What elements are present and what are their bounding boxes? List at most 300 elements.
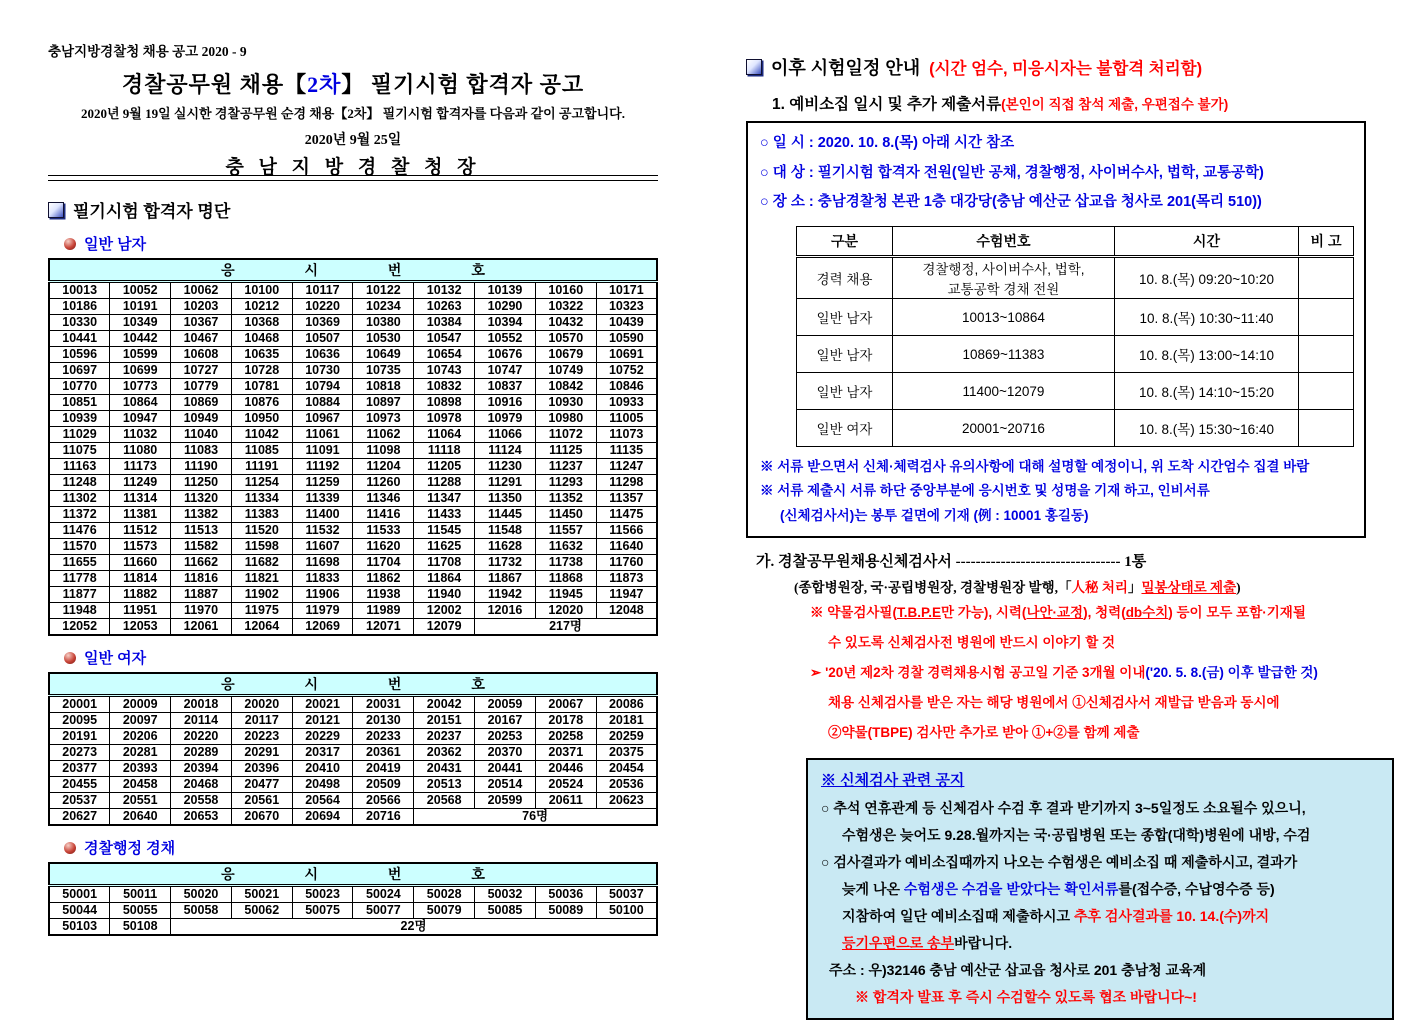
exam-number-cell: 11350 [475, 491, 536, 507]
exam-number-cell: 11979 [292, 603, 353, 619]
exam-number-cell: 11445 [475, 507, 536, 523]
exam-number-cell: 10122 [353, 282, 414, 299]
roster-row [49, 523, 657, 539]
exam-number-cell: 12048 [596, 603, 657, 619]
exam-number-cell: 10730 [292, 363, 353, 379]
exam-number-cell: 11566 [596, 523, 657, 539]
exam-number-cell: 11942 [475, 587, 536, 603]
exam-number-cell: 11433 [414, 507, 475, 523]
exam-number-cell: 50021 [231, 886, 292, 903]
exam-number-cell: 20454 [596, 761, 657, 777]
exam-number-cell: 10884 [292, 395, 353, 411]
exam-number-cell: 20446 [535, 761, 596, 777]
exam-number-cell: 20599 [475, 793, 536, 809]
schedule-numbers-cell: 10869~11383 [892, 336, 1114, 373]
exam-number-cell: 11607 [292, 539, 353, 555]
exam-number-cell: 11314 [110, 491, 171, 507]
exam-number-cell: 11029 [49, 427, 110, 443]
signer-line [48, 152, 658, 184]
exam-number-cell: 20477 [231, 777, 292, 793]
exam-number-cell: 11940 [414, 587, 475, 603]
exam-number-cell: 20151 [414, 713, 475, 729]
exam-number-cell: 10547 [414, 331, 475, 347]
exam-number-cell: 20653 [171, 809, 232, 826]
exam-number-cell: 11640 [596, 539, 657, 555]
exam-number-cell: 10832 [414, 379, 475, 395]
exam-number-cell: 11732 [475, 555, 536, 571]
exam-number-cell: 11906 [292, 587, 353, 603]
title-post: 】 필기시험 합격자 공고 [341, 72, 585, 97]
roster-header: 응 시 번 호 [49, 863, 657, 886]
exam-number-cell: 10384 [414, 315, 475, 331]
exam-number-cell: 11975 [231, 603, 292, 619]
exam-number-cell: 11877 [49, 587, 110, 603]
exam-number-cell: 20458 [110, 777, 171, 793]
roster-row [49, 696, 657, 713]
exam-number-cell: 20536 [596, 777, 657, 793]
exam-number-cell: 11191 [231, 459, 292, 475]
exam-number-cell: 11302 [49, 491, 110, 507]
schedule-time-cell: 10. 8.(목) 14:10~15:20 [1114, 373, 1298, 410]
exam-number-cell: 20716 [353, 809, 414, 826]
exam-number-cell: 10552 [475, 331, 536, 347]
roster-row [49, 761, 657, 777]
exam-number-cell: 11352 [535, 491, 596, 507]
exam-number-cell: 11738 [535, 555, 596, 571]
exam-number-cell: 20031 [353, 696, 414, 713]
exam-number-cell: 20640 [110, 809, 171, 826]
exam-number-cell: 10876 [231, 395, 292, 411]
roster-row [49, 443, 657, 459]
notice-p1-line1: ○ 추석 연휴관계 등 신체검사 수검 후 결과 받기까지 3~5일정도 소요될수 있으니, [821, 800, 1306, 817]
exam-number-cell: 10864 [110, 395, 171, 411]
exam-number-cell: 11254 [231, 475, 292, 491]
exam-number-cell: 11760 [596, 555, 657, 571]
doc-number: 충남지방경찰청 채용 공고 2020 - 9 [48, 44, 247, 59]
exam-number-cell: 11628 [475, 539, 536, 555]
exam-number-cell: 20281 [110, 745, 171, 761]
exam-number-cell: 11698 [292, 555, 353, 571]
exam-number-cell: 10160 [535, 282, 596, 299]
exam-number-cell: 11625 [414, 539, 475, 555]
roster-count-cell: 217명 [475, 619, 657, 636]
exam-number-cell: 10234 [353, 299, 414, 315]
exam-number-cell: 10013 [49, 282, 110, 299]
exam-number-cell: 20229 [292, 729, 353, 745]
exam-number-cell: 11334 [231, 491, 292, 507]
exam-number-cell: 11118 [414, 443, 475, 459]
bullet-sphere-icon [64, 652, 76, 664]
exam-number-cell: 10781 [231, 379, 292, 395]
roster-row [49, 395, 657, 411]
assembly-place-line: ○ 장 소 : 충남경찰청 본관 1층 대강당(충남 예산군 삽교읍 청사로 201(목리 510)) [760, 194, 1262, 211]
exam-number-cell: 10727 [171, 363, 232, 379]
exam-number-cell: 11573 [110, 539, 171, 555]
exam-number-cell: 10442 [110, 331, 171, 347]
exam-number-cell: 10132 [414, 282, 475, 299]
exam-number-cell: 11862 [353, 571, 414, 587]
exam-number-cell: 20001 [49, 696, 110, 713]
schedule-time-cell: 10. 8.(목) 10:30~11:40 [1114, 299, 1298, 336]
exam-number-cell: 10599 [110, 347, 171, 363]
exam-number-cell: 10468 [231, 331, 292, 347]
exam-number-cell: 11372 [49, 507, 110, 523]
exam-number-cell: 20558 [171, 793, 232, 809]
exam-number-cell: 11135 [596, 443, 657, 459]
roster-count-cell: 22명 [171, 919, 657, 936]
bullet-sphere-icon [64, 842, 76, 854]
roster-row [49, 587, 657, 603]
schedule-note-cell [1299, 410, 1354, 447]
exam-number-cell: 11230 [475, 459, 536, 475]
exam-number-cell: 10898 [414, 395, 475, 411]
exam-number-cell: 10349 [110, 315, 171, 331]
exam-number-cell: 20509 [353, 777, 414, 793]
exam-number-cell: 10380 [353, 315, 414, 331]
exam-number-cell: 20220 [171, 729, 232, 745]
notice-box-title: ※ 신체검사 관련 공지 [821, 771, 965, 789]
exam-number-cell: 20191 [49, 729, 110, 745]
schedule-category-cell: 경력 채용 [797, 257, 893, 299]
exam-number-cell: 10432 [535, 315, 596, 331]
exam-number-cell: 10530 [353, 331, 414, 347]
assembly-note-1: ※ 서류 받으면서 신체·체력검사 유의사항에 대해 설명할 예정이니, 위 도착 시간엄수 집결 바람 [760, 459, 1310, 475]
exam-number-cell: 11072 [535, 427, 596, 443]
roster-row [49, 347, 657, 363]
schedule-col-numbers: 수험번호 [892, 227, 1114, 257]
exam-number-cell: 20419 [353, 761, 414, 777]
schedule-col-note: 비 고 [1299, 227, 1354, 257]
roster-final-row [49, 619, 657, 636]
exam-number-cell: 20206 [110, 729, 171, 745]
schedule-numbers-cell: 경찰행정, 사이버수사, 법학, 교통공학 경채 전원 [892, 257, 1114, 299]
exam-number-cell: 50058 [171, 903, 232, 919]
exam-number-cell: 11868 [535, 571, 596, 587]
medical-form-issuer: (종합병원장, 국·공립병원장, 경찰병원장 발행,「人秘 처리」밀봉상태로 제출) [794, 580, 1241, 596]
exam-number-cell: 20121 [292, 713, 353, 729]
roster-table-female [48, 672, 658, 826]
exam-number-cell: 20670 [231, 809, 292, 826]
exam-number-cell: 20393 [110, 761, 171, 777]
exam-number-cell: 10100 [231, 282, 292, 299]
exam-number-cell: 11947 [596, 587, 657, 603]
exam-number-cell: 20623 [596, 793, 657, 809]
exam-number-cell: 20095 [49, 713, 110, 729]
exam-number-cell: 20441 [475, 761, 536, 777]
schedule-note-cell [1299, 257, 1354, 299]
exam-number-cell: 11989 [353, 603, 414, 619]
exam-number-cell: 20371 [535, 745, 596, 761]
exam-number-cell: 11582 [171, 539, 232, 555]
exam-number-cell: 11250 [171, 475, 232, 491]
exam-number-cell: 11476 [49, 523, 110, 539]
exam-number-cell: 11632 [535, 539, 596, 555]
roster-row [49, 282, 657, 299]
schedule-numbers-cell: 10013~10864 [892, 299, 1114, 336]
exam-number-cell: 11204 [353, 459, 414, 475]
exam-number-cell: 10203 [171, 299, 232, 315]
announcement-date: 2020년 9월 25일 [304, 133, 402, 148]
next-schedule-warning: (시간 엄수, 미응시자는 불합격 처리함) [929, 60, 1203, 78]
roster-row [49, 363, 657, 379]
exam-number-cell: 11475 [596, 507, 657, 523]
exam-number-cell: 10679 [535, 347, 596, 363]
exam-number-cell: 50037 [596, 886, 657, 903]
assembly-date-line: ○ 일 시 : 2020. 10. 8.(목) 아래 시간 참조 [760, 135, 1015, 151]
group-female-label: 일반 여자 [84, 650, 147, 667]
medical-form-section [756, 550, 1398, 746]
exam-number-cell: 20237 [414, 729, 475, 745]
roster-row [49, 571, 657, 587]
exam-number-cell: 20431 [414, 761, 475, 777]
exam-number-cell: 20178 [535, 713, 596, 729]
exam-number-cell: 50024 [353, 886, 414, 903]
assembly-info-box [746, 121, 1366, 538]
exam-number-cell: 20291 [231, 745, 292, 761]
next-schedule-title: 이후 시험일정 안내 [771, 58, 921, 78]
exam-number-cell: 10851 [49, 395, 110, 411]
exam-number-cell: 10441 [49, 331, 110, 347]
exam-number-cell: 12053 [110, 619, 171, 636]
exam-number-cell: 11814 [110, 571, 171, 587]
document-square-icon [48, 202, 64, 218]
exam-number-cell: 10636 [292, 347, 353, 363]
exam-number-cell: 10369 [292, 315, 353, 331]
exam-number-cell: 11062 [353, 427, 414, 443]
exam-number-cell: 11708 [414, 555, 475, 571]
bullet-sphere-icon [64, 238, 76, 250]
schedule-time-cell: 10. 8.(목) 09:20~10:20 [1114, 257, 1298, 299]
notice-p1-line2: 수험생은 늦어도 9.28.월까지는 국·공립병원 또는 종합(대학)병원에 내방, 수검 [842, 827, 1311, 844]
exam-number-cell: 10842 [535, 379, 596, 395]
exam-number-cell: 10967 [292, 411, 353, 427]
exam-number-cell: 10735 [353, 363, 414, 379]
exam-number-cell: 20130 [353, 713, 414, 729]
exam-number-cell: 20181 [596, 713, 657, 729]
exam-number-cell: 11513 [171, 523, 232, 539]
exam-number-cell: 10220 [292, 299, 353, 315]
exam-number-cell: 20551 [110, 793, 171, 809]
exam-number-cell: 11882 [110, 587, 171, 603]
exam-number-cell: 20394 [171, 761, 232, 777]
exam-number-cell: 10743 [414, 363, 475, 379]
exam-number-cell: 11704 [353, 555, 414, 571]
exam-number-cell: 10439 [596, 315, 657, 331]
exam-number-cell: 10979 [475, 411, 536, 427]
exam-number-cell: 11545 [414, 523, 475, 539]
exam-number-cell: 10322 [535, 299, 596, 315]
exam-number-cell: 20627 [49, 809, 110, 826]
exam-number-cell: 11833 [292, 571, 353, 587]
exam-number-cell: 20117 [231, 713, 292, 729]
exam-number-cell: 50077 [353, 903, 414, 919]
dash-leader: --------------------------------- [955, 554, 1121, 571]
roster-row [49, 793, 657, 809]
exam-number-cell: 11066 [475, 427, 536, 443]
exam-number-cell: 11382 [171, 507, 232, 523]
roster-row [49, 903, 657, 919]
roster-row [49, 315, 657, 331]
exam-number-cell: 20018 [171, 696, 232, 713]
exam-number-cell: 50108 [110, 919, 171, 936]
exam-number-cell: 11064 [414, 427, 475, 443]
exam-number-cell: 10949 [171, 411, 232, 427]
exam-number-cell: 20396 [231, 761, 292, 777]
exam-number-cell: 11682 [231, 555, 292, 571]
schedule-numbers-cell: 20001~20716 [892, 410, 1114, 447]
exam-number-cell: 10697 [49, 363, 110, 379]
section-title: 필기시험 합격자 명단 [73, 202, 231, 221]
exam-number-cell: 11512 [110, 523, 171, 539]
exam-number-cell: 20513 [414, 777, 475, 793]
roster-table-male [48, 258, 658, 636]
schedule-table [796, 226, 1354, 447]
step1-note: (본인이 직접 참석 제출, 우편접수 불가) [1001, 97, 1229, 112]
exam-number-cell: 50075 [292, 903, 353, 919]
announcement-subtitle: 2020년 9월 19일 실시한 경찰공무원 순경 채용【2차】 필기시험 합격자를 다음과 같이 공고합니다. [81, 106, 625, 121]
exam-number-cell: 11598 [231, 539, 292, 555]
exam-number-cell: 11381 [110, 507, 171, 523]
exam-number-cell: 20370 [475, 745, 536, 761]
exam-number-cell: 10635 [231, 347, 292, 363]
exam-number-cell: 10752 [596, 363, 657, 379]
exam-number-cell: 20524 [535, 777, 596, 793]
exam-number-cell: 10570 [535, 331, 596, 347]
exam-number-cell: 10171 [596, 282, 657, 299]
exam-number-cell: 11073 [596, 427, 657, 443]
document-square-icon [746, 59, 762, 75]
exam-number-cell: 10846 [596, 379, 657, 395]
exam-number-cell: 11951 [110, 603, 171, 619]
exam-number-cell: 11293 [535, 475, 596, 491]
exam-number-cell: 11091 [292, 443, 353, 459]
exam-number-cell: 50079 [414, 903, 475, 919]
exam-number-cell: 10691 [596, 347, 657, 363]
exam-number-cell: 10869 [171, 395, 232, 411]
drug-test-note-line1: ※ 약물검사필(T.B.P.E만 가능), 시력(나안·교정), 청력(db수치) 등이 모두 포함·기재될 [810, 605, 1306, 621]
exam-number-cell: 50011 [110, 886, 171, 903]
exam-number-cell: 11902 [231, 587, 292, 603]
exam-number-cell: 10467 [171, 331, 232, 347]
exam-number-cell: 11339 [292, 491, 353, 507]
notice-p2-line2: 늦게 나온 수험생은 수검을 받았다는 확인서류를(접수증, 수납영수증 등) [842, 881, 1275, 898]
schedule-category-cell: 일반 남자 [797, 373, 893, 410]
notice-p2-line1: ○ 검사결과가 예비소집때까지 나오는 수험생은 예비소집 때 제출하시고, 결과가 [821, 854, 1298, 871]
roster-count-cell: 76명 [414, 809, 657, 826]
exam-number-cell: 10818 [353, 379, 414, 395]
exam-number-cell: 10933 [596, 395, 657, 411]
exam-number-cell: 10980 [535, 411, 596, 427]
schedule-note-cell [1299, 373, 1354, 410]
exam-number-cell: 11347 [414, 491, 475, 507]
exam-number-cell: 11655 [49, 555, 110, 571]
exam-number-cell: 10139 [475, 282, 536, 299]
exam-number-cell: 11383 [231, 507, 292, 523]
exam-number-cell: 10747 [475, 363, 536, 379]
exam-number-cell: 10978 [414, 411, 475, 427]
exam-number-cell: 10323 [596, 299, 657, 315]
exam-number-cell: 11816 [171, 571, 232, 587]
schedule-numbers-cell: 11400~12079 [892, 373, 1114, 410]
exam-number-cell: 50001 [49, 886, 110, 903]
exam-number-cell: 12016 [475, 603, 536, 619]
exam-number-cell: 10654 [414, 347, 475, 363]
step1-label: 1. 예비소집 일시 및 추가 제출서류 [772, 96, 1002, 113]
exam-number-cell: 10773 [110, 379, 171, 395]
exam-number-cell: 20561 [231, 793, 292, 809]
exam-number-cell: 20361 [353, 745, 414, 761]
exam-number-cell: 11249 [110, 475, 171, 491]
exam-number-cell: 11821 [231, 571, 292, 587]
exam-number-cell: 12079 [414, 619, 475, 636]
exam-number-cell: 11124 [475, 443, 536, 459]
exam-number-cell: 20086 [596, 696, 657, 713]
exam-number-cell: 11532 [292, 523, 353, 539]
roster-row [49, 411, 657, 427]
exam-number-cell: 20067 [535, 696, 596, 713]
exam-number-cell: 10794 [292, 379, 353, 395]
roster-row [49, 555, 657, 571]
exam-number-cell: 11125 [535, 443, 596, 459]
exam-number-cell: 12071 [353, 619, 414, 636]
notice-final-request: ※ 합격자 발표 후 즉시 수검할수 있도록 협조 바랍니다~! [855, 988, 1197, 1005]
group-label-police-admin [64, 837, 658, 858]
exam-number-cell: 20021 [292, 696, 353, 713]
exam-number-cell: 10191 [110, 299, 171, 315]
prior-exam-line2: 채용 신체검사를 받은 자는 해당 병원에서 ①신체검사서 재발급 받음과 동시에 [828, 694, 1280, 710]
exam-number-cell: 12061 [171, 619, 232, 636]
exam-number-cell: 20289 [171, 745, 232, 761]
roster-header: 응 시 번 호 [49, 259, 657, 282]
page-title [48, 68, 658, 99]
schedule-category-cell: 일반 여자 [797, 410, 893, 447]
exam-number-cell: 20564 [292, 793, 353, 809]
exam-number-cell: 11259 [292, 475, 353, 491]
exam-number-cell: 10973 [353, 411, 414, 427]
exam-number-cell: 50089 [535, 903, 596, 919]
schedule-row [797, 410, 1354, 447]
exam-number-cell: 20259 [596, 729, 657, 745]
notice-p2-line3: 지참하여 일단 예비소집때 제출하시고 추후 검사결과를 10. 14.(수)까지 [842, 907, 1270, 924]
schedule-row [797, 336, 1354, 373]
prior-exam-line1: ➢ '20년 제2차 경찰 경력채용시험 공고일 기준 3개월 이내('20. 5. 8.(금) 이후 발급한 것) [810, 664, 1318, 680]
schedule-col-category: 구분 [797, 227, 893, 257]
exam-number-cell: 12069 [292, 619, 353, 636]
exam-number-cell: 11248 [49, 475, 110, 491]
exam-number-cell: 20410 [292, 761, 353, 777]
exam-number-cell: 50100 [596, 903, 657, 919]
exam-number-cell: 20009 [110, 696, 171, 713]
exam-number-cell: 50036 [535, 886, 596, 903]
roster-header: 응 시 번 호 [49, 673, 657, 696]
roster-row [49, 491, 657, 507]
exam-number-cell: 10117 [292, 282, 353, 299]
exam-number-cell: 11080 [110, 443, 171, 459]
exam-number-cell: 11778 [49, 571, 110, 587]
roster-row [49, 745, 657, 761]
exam-number-cell: 11945 [535, 587, 596, 603]
exam-number-cell: 20514 [475, 777, 536, 793]
exam-number-cell: 10263 [414, 299, 475, 315]
exam-number-cell: 11346 [353, 491, 414, 507]
exam-number-cell: 10596 [49, 347, 110, 363]
exam-number-cell: 50028 [414, 886, 475, 903]
exam-number-cell: 12020 [535, 603, 596, 619]
roster-row [49, 539, 657, 555]
roster-row [49, 299, 657, 315]
exam-number-cell: 10052 [110, 282, 171, 299]
exam-number-cell: 10062 [171, 282, 232, 299]
